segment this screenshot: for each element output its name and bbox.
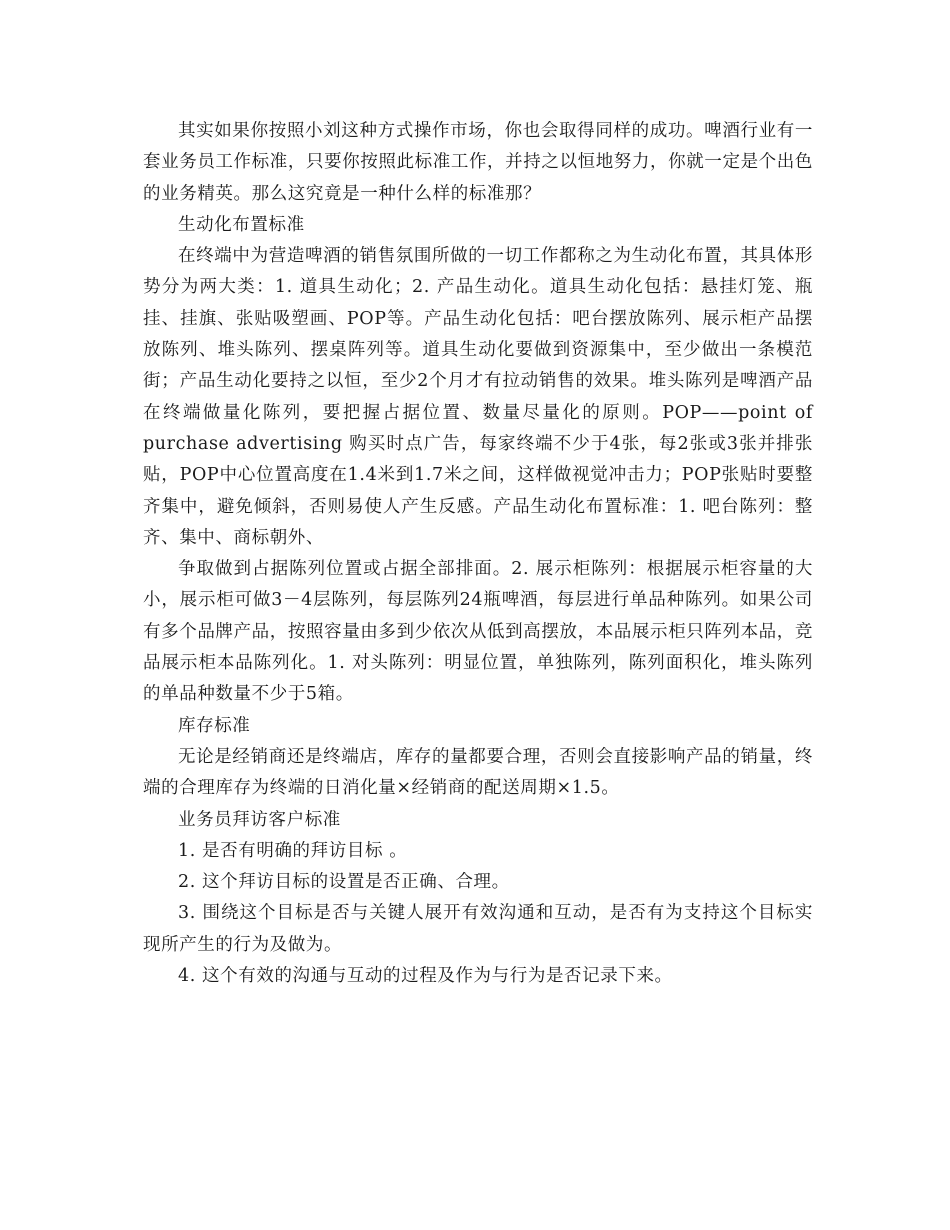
visit-item-4: 4. 这个有效的沟通与互动的过程及作为与行为是否记录下来。: [178, 966, 673, 987]
visit-item-2: 2. 这个拜访目标的设置是否正确、合理。: [178, 872, 510, 893]
visit-item-3: 3. 围绕这个目标是否与关键人展开有效沟通和互动，是否有为支持这个目标实现所产生的行为及做为。: [143, 903, 813, 955]
inventory-paragraph: 无论是经销商还是终端店，库存的量都要合理，否则会直接影响产品的销量，终端的合理库存为终端的日消化量×经销商的配送周期×1.5。: [143, 746, 813, 799]
merchandising-paragraph: 在终端中为营造啤酒的销售氛围所做的一切工作都称之为生动化布置，其具体形势分为两大类：1. 道具生动化；2. 产品生动化。道具生动化包括：悬挂灯笼、瓶挂、挂旗、张贴吸塑画、POP等。产品生动化包括：吧台摆放陈列、展示柜产品摆放陈列、堆头陈列、摆桌阵列等。道具生动化要做到资源集中，至少做出一条模范街；产品生动化要持之以恒，至少2个月才有拉动销售的效果。堆头陈列是啤酒产品在终端做量化陈列，要把握占据位置、数量尽量化的原则。POP——point of purchase advertising 购买时点广告，每家终端不少于4张，每2张或3张并排张贴，POP中心位置高度在1.4米到1.7米之间，这样做视觉冲击力；POP张贴时要整齐集中，避免倾斜，否则易使人产生反感。产品生动化布置标准：1. 吧台陈列：整齐、集中、商标朝外、: [143, 246, 813, 548]
section-heading-inventory: 库存标准: [178, 715, 251, 736]
section-heading-merchandising: 生动化布置标准: [178, 214, 305, 235]
document-body: [143, 116, 813, 992]
section-heading-visit: 业务员拜访客户标准: [178, 809, 341, 830]
display-paragraph: 争取做到占据陈列位置或占据全部排面。2. 展示柜陈列：根据展示柜容量的大小，展示柜可做3－4层陈列，每层陈列24瓶啤酒，每层进行单品种陈列。如果公司有多个品牌产品，按照容量由多到少依次从低到高摆放，本品展示柜只阵列本品，竞品展示柜本品陈列化。1. 对头陈列：明显位置，单独陈列，陈列面积化，堆头陈列的单品种数量不少于5箱。: [143, 559, 813, 705]
intro-paragraph: 其实如果你按照小刘这种方式操作市场，你也会取得同样的成功。啤酒行业有一套业务员工作标准，只要你按照此标准工作，并持之以恒地努力，你就一定是个出色的业务精英。那么这究竟是一种什么样的标准那？: [143, 121, 813, 204]
visit-item-1: 1. 是否有明确的拜访目标 。: [178, 840, 408, 861]
